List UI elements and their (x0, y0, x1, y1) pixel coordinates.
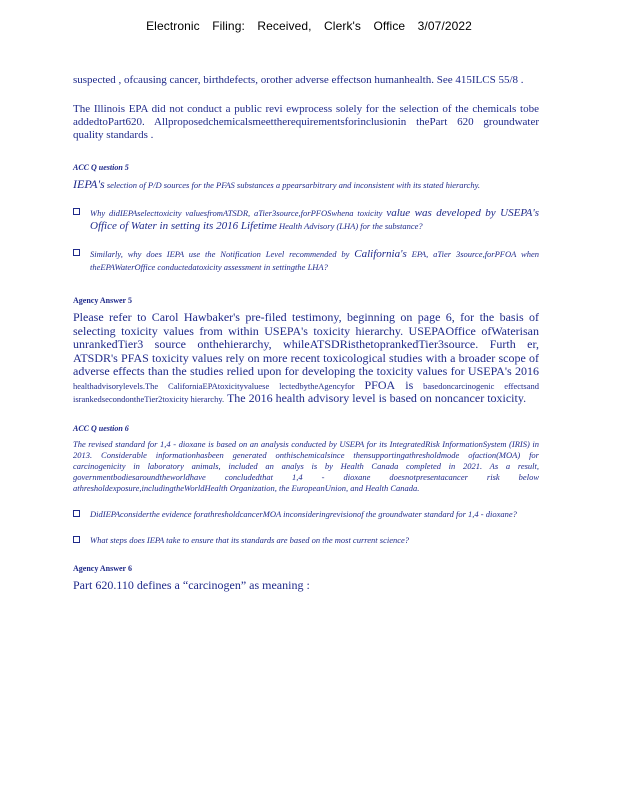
question-5-bullet-2-text: Similarly, why does IEPA use the Notification Level recommended by California's EPA, aTier 3source,forPFOA when theEPAWaterOffice conductedatoxicity assessment in settingthe LHA? (90, 248, 540, 272)
question-5-label: ACC Q uestion 5 (73, 163, 129, 172)
question-5-bullet-1 (73, 207, 539, 233)
question-6-bullet-2 (73, 535, 539, 546)
question-6-bullet-2-text: What steps does IEPA take to ensure that its standards are based on the most current science? (90, 534, 410, 545)
question-5-body: selection of P/D sources for the PFAS substances a ppearsarbitrary and inconsistent with its stated hierarchy. (104, 180, 480, 190)
question-6-bullet-1-text: DidIEPAconsiderthe evidence forathresholdcancerMOA inconsideringrevisionof the groundwater standard for 1,4 - dioxane? (90, 508, 517, 519)
answer-5 (73, 296, 539, 406)
document-body (73, 74, 539, 592)
question-6-label: ACC Q uestion 6 (73, 423, 129, 433)
question-5-bullet-1-text: Why didIEPAselecttoxicity valuesfromATSDR, aTier3source,forPFOSwhena toxicity value was developed by USEPA's Office of Water in setting its 2016 Lifetime Health Advisory (LHA) for the substance? (90, 207, 539, 232)
filing-header: Electronic Filing: Received, Clerk's Office 3/07/2022 (146, 19, 472, 33)
answer-6 (73, 564, 539, 593)
answer-5-label: Agency Answer 5 (73, 296, 132, 305)
question-5-text (73, 178, 539, 192)
question-6-bullet-1 (73, 509, 539, 520)
question-5-bullet-2 (73, 248, 539, 274)
intro-paragraph-1: suspected , ofcausing cancer, birthdefects, orother adverse effectson humanhealth. See 415ILCS 55/8 . (73, 74, 524, 86)
answer-5-text: Please refer to Carol Hawbaker's pre-filed testimony, beginning on page 6, for the basis of selecting toxicity values from within USEPA's toxicity hierarchy. USEPAOffice ofWaterisan unrankedTier3 source onthehierarchy, whileATSDRisthetoprankedTier3source. Furth er, ATSDR's PFAS toxicity values rely on more recent toxicological studies with a broader scope of adverse effects than the studies relied upon for developing the toxicity values for USEPA's 2016 healthadvisorylevels.The CaliforniaEPAtoxicityvaluese lectedbytheAgencyfor PFOA is basedoncarcinogenic effectsand isrankedsecondontheTier2toxicity hierarchy. The 2016 health advisory level is based on noncancer toxicity. (73, 310, 539, 405)
checkbox-square-icon (73, 208, 80, 215)
question-6 (73, 424, 539, 546)
question-6-text: The revised standard for 1,4 - dioxane is based on an analysis conducted by USEPA for its IntegratedRisk InformationSystem (IRIS) in 2013. Considerable informationhasbeen generated onthischemicalsince thensupportingathresholdmode ofaction(MOA) for carcinogenicity in laboratory animals, included an analys is by Health Canada completed in 2021. As a result, governmentbodiesaroundtheworldhave concludedthat 1,4 - dioxane doesnotpresentacancer risk below athresholdexposure,includingtheWorldHealth Organization, the EuropeanUnion, and Health Canada. (73, 438, 539, 493)
answer-6-label: Agency Answer 6 (73, 563, 132, 573)
answer-6-text: Part 620.110 defines a “carcinogen” as meaning : (73, 577, 310, 592)
checkbox-square-icon (73, 536, 80, 543)
intro-paragraph-2: The Illinois EPA did not conduct a public revi ewprocess solely for the selection of the chemicals tobe addedtoPart620. Allproposedchemicalsmeettherequirementsforinclusionin thePart 620 groundwater quality standards . (73, 103, 539, 141)
question-5 (73, 163, 539, 274)
question-5-lead: IEPA's (73, 177, 105, 191)
checkbox-square-icon (73, 249, 80, 256)
checkbox-square-icon (73, 510, 80, 517)
